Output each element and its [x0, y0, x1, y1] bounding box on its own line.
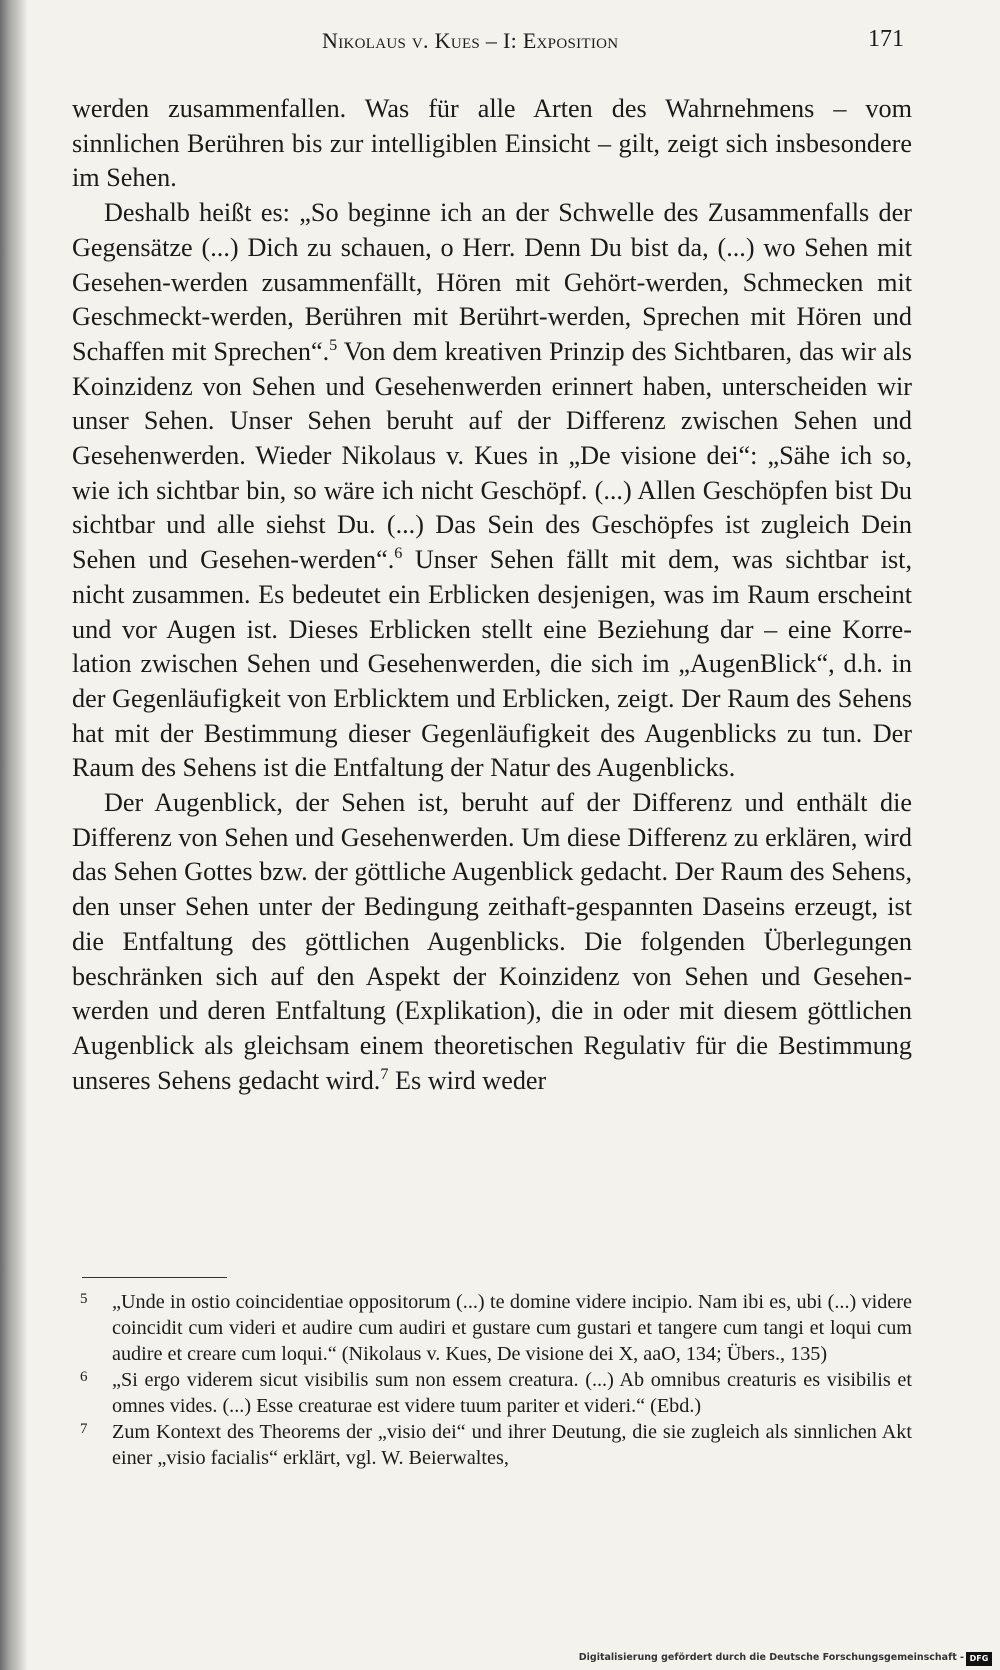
paragraph-text: Von dem kreativen Prinzip des Sichtbaren, das wir als Koinzidenz von Sehen und Gesehenwerden erinnert haben, unterscheiden wir unser Sehen. Unser Sehen beruht auf der Differenz zwischen Sehen und Gesehenwerden. Wieder Nikolaus v. Kues in „De visione dei“: „Sähe ich so, wie ich sichtbar bin, so wäre ich nicht Geschöpf. (...) Allen Geschöpfen bist Du sichtbar und alle siehst Du. (...) Das Sein des Geschöpfes ist zugleich Dein Sehen und Gesehen-werden“.	[72, 336, 912, 575]
footnote-number: 7	[80, 1421, 88, 1437]
paragraph-text: werden zusammenfallen. Was für alle Arten des Wahrnehmens – vom sinnlichen Berühren bis zur intelligiblen Einsicht – gilt, zeigt sich insbesondere im Sehen.	[72, 94, 912, 193]
footnote-separator	[82, 1277, 227, 1278]
footnote	[72, 1367, 912, 1419]
footnote-ref: 6	[394, 544, 403, 563]
footnote-text: Zum Kontext des Theorems der „visio dei“ und ihrer Deutung, die sie zugleich als sinnlichen Akt einer „visio facialis“ erklärt, vgl. W. Beierwaltes,	[112, 1421, 912, 1469]
main-text	[72, 92, 912, 1098]
paragraph-text: Unser Sehen fällt mit dem, was sichtbar ist, nicht zusammen. Es bedeutet ein Erblicken desjenigen, was im Raum erscheint und vor Augen ist. Dieses Erblicken stellt eine Beziehung dar – eine Korrelation zwischen Sehen und Gesehenwerden, die sich im „AugenBlick“, d.h. in der Gegenläufigkeit von Erblicktem und Erblicken, zeigt. Der Raum des Sehens hat mit der Bestimmung dieser Gegenläufigkeit des Augenblicks zu tun. Der Raum des Sehens ist die Entfaltung der Natur des Augenblicks.	[72, 545, 913, 783]
footnotes	[72, 1289, 912, 1471]
dfg-logo: DFG	[966, 1652, 992, 1666]
digitization-note: Digitalisierung gefördert durch die Deutsche Forschungsgemeinschaft -	[578, 1652, 964, 1663]
footnote-number: 5	[80, 1291, 88, 1307]
footnote-text: „Si ergo viderem sicut visibilis sum non essem creatura. (...) Ab omnibus creaturis es visibilis et omnes vides. (...) Esse creaturae est videre tuum pariter et videri.“ (Ebd.)	[112, 1369, 912, 1417]
footnote-text: „Unde in ostio coincidentiae oppositorum (...) te domine videre incipio. Nam ibi es, ubi (...) videre coincidit cum videri et audire cum audiri et gustare cum gustari et tangere cum tangi et loqui cum audire et creare cum loqui.“ (Nikolaus v. Kues, De visione dei X, aaO, 134; Übers., 135)	[112, 1291, 912, 1365]
paragraph-text: Es wird weder	[395, 1065, 547, 1095]
paragraph-text: Deshalb heißt es: „So beginne ich an der Schwelle des Zusammenfalls der Gegensätze (...) Dich zu schauen, o Herr. Denn Du bist da, (...) wo Sehen mit Gesehen-werden zusammenfällt, Hören mit Gehört-werden, Schmecken mit Geschmeckt-werden, Berühren mit Berührt-werden, Sprechen mit Hören und Schaffen mit Sprechen“.	[72, 198, 912, 366]
running-title: Nikolaus v. Kues – I: Exposition	[322, 28, 619, 53]
page-number: 171	[868, 26, 904, 52]
paragraph	[72, 92, 912, 196]
footnote	[72, 1289, 912, 1367]
footnote	[72, 1419, 912, 1471]
paragraph	[72, 196, 912, 786]
footnote-number: 6	[80, 1369, 88, 1385]
running-head	[72, 26, 912, 56]
footnote-ref: 5	[329, 335, 338, 354]
paragraph-text: Der Augenblick, der Sehen ist, beruht auf der Differenz und enthält die Differenz von Sehen und Gesehenwerden. Um diese Differenz zu erklären, wird das Sehen Gottes bzw. der göttliche Augenblick gedacht. Der Raum des Sehens, den unser Sehen unter der Bedingung zeithaft-gespannten Daseins erzeugt, ist die Entfaltung des göttlichen Augenblicks. Die folgenden Überlegungen beschränken sich auf den Aspekt der Koinzidenz von Sehen und Gesehenwerden und deren Entfaltung (Explikation), die in oder mit diesem göttlichen Augenblick als gleichsam einem theoretischen Regulativ für die Bestimmung unseres Sehens gedacht wird.	[72, 788, 912, 1095]
footnote-ref: 7	[380, 1064, 389, 1083]
book-spine-shadow	[0, 0, 28, 1670]
paragraph	[72, 786, 912, 1098]
